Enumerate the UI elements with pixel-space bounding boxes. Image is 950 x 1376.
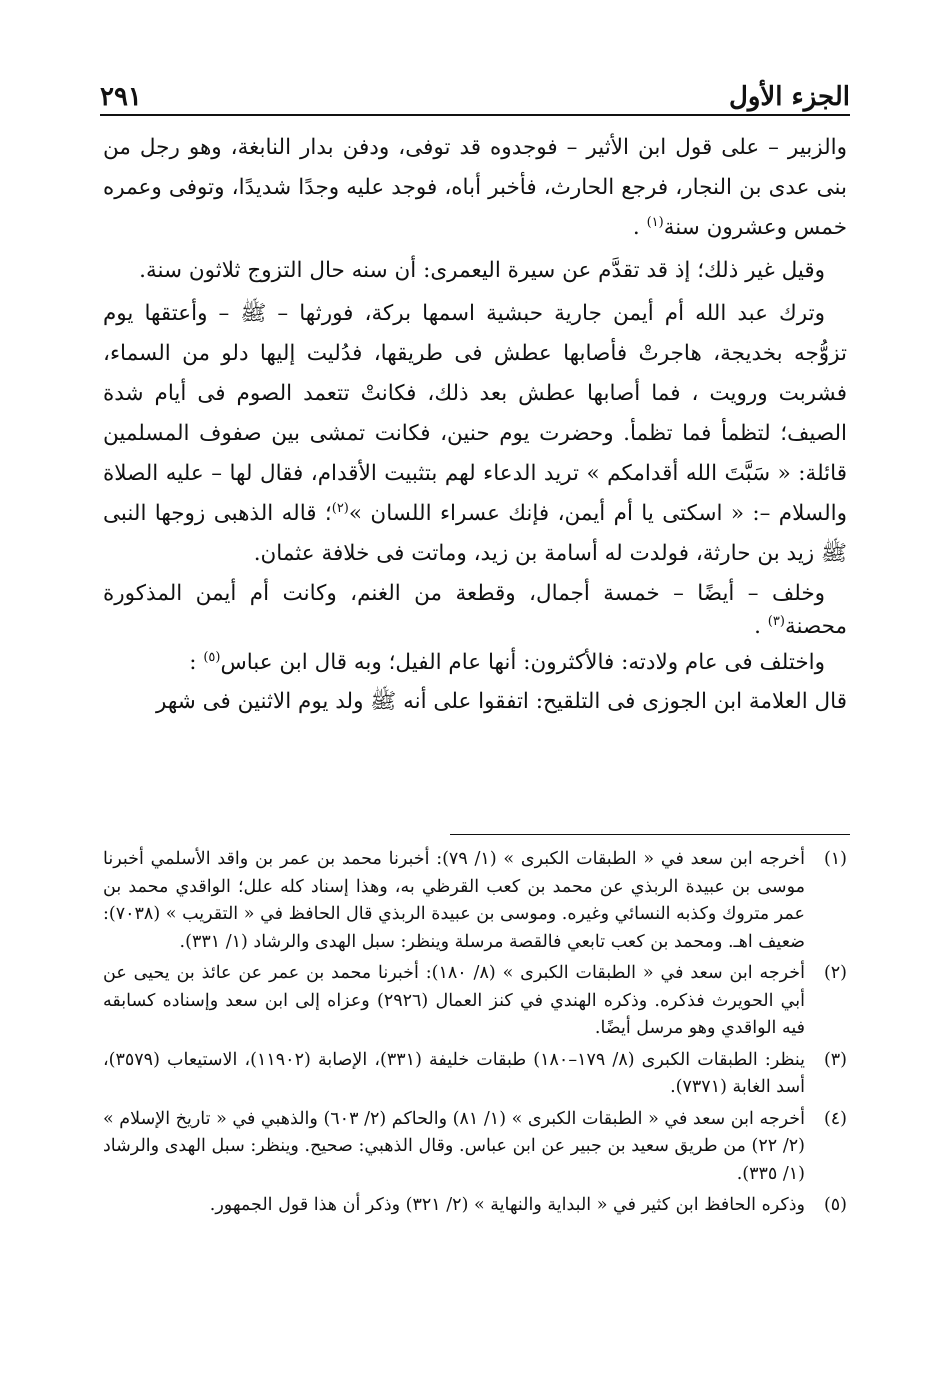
- paragraph-text: قال العلامة ابن الجوزى فى التلقيح: اتفقوا على أنه ﷺ ولد يوم الاثنين فى شهر: [155, 689, 847, 714]
- footnote: [103, 1192, 847, 1220]
- paragraph-tail: .: [754, 614, 768, 639]
- header-rule: [100, 114, 850, 116]
- footnote: [103, 846, 847, 956]
- footnote-text: ينظر: الطبقات الكبرى (٨/ ١٧٩–١٨٠) طبقات خليفة (٣٣١)، الإصابة (١١٩٠٢)، الاستيعاب (٣٥٧٩)، أسد الغابة (٧٣٧١).: [103, 1049, 805, 1097]
- main-text: [103, 128, 847, 722]
- footnote-number: (١): [823, 849, 847, 869]
- footnote-text: وذكره الحافظ ابن كثير في « البداية والنهاية » (٢/ ٣٢١) وذكر أن هذا قول الجمهور.: [209, 1195, 805, 1215]
- paragraph: [103, 294, 847, 574]
- footnote-number: (٣): [823, 1049, 847, 1070]
- footnote-number: (٥): [823, 1195, 847, 1215]
- footnote-ref: (٥): [203, 649, 221, 665]
- footnote: [103, 1106, 847, 1189]
- paragraph: [103, 577, 847, 643]
- running-title: الجزء الأول: [728, 82, 850, 112]
- footnote-separator: [450, 834, 850, 835]
- footnote-number: (٢): [823, 963, 847, 983]
- footnotes: [103, 846, 847, 1224]
- paragraph: [103, 128, 847, 248]
- page-header: [100, 62, 850, 112]
- paragraph: [103, 251, 847, 291]
- paragraph-text: وخلف – أيضًا – خمسة أجمال، وقطعة من الغنم، وكانت أم أيمن المذكورة محصنة: [103, 581, 847, 639]
- paragraph-tail: .: [632, 215, 647, 240]
- footnote: [103, 960, 847, 1043]
- footnote-ref: (٣): [767, 613, 785, 629]
- footnote-text: أخرجه ابن سعد في « الطبقات الكبرى » (١/ ٧٩): أخبرنا محمد بن عمر بن واقد الأسلمي أخبرنا موسى بن عبيدة الربذي عن محمد بن كعب القرظي به، وهذا إسناد كله علل؛ الواقدي محمد بن عمر متروك وكذبه النسائي وغيره. وموسى بن عبيدة الربذي قال الحافظ في « التقريب » (٧٠٣٨): ضعيف اهـ. ومحمد بن كعب تابعي فالقصة مرسلة وينظر: سبل الهدى والرشاد (١/ ٣٣١).: [103, 849, 805, 952]
- page-number: ٢٩١: [100, 82, 142, 112]
- footnote-ref: (١): [646, 214, 664, 230]
- paragraph: [103, 646, 847, 679]
- paragraph-text: وترك عبد الله أم أيمن جارية حبشية اسمها بركة، فورثها – ﷺ – وأعتقها يوم تزوُّجه بخديجة، هاجرتْ فأصابها عطش فى طريقها، فدُليت إليها دلو من السماء، فشربت ورويت ، فما أصابها عطش بعد ذلك، فكانتْ تتعمد الصوم فى أيام شدة الصيف؛ لتظمأ فما تظمأ. وحضرت يوم حنين، فكانت تمشى بين صفوف المسلمين قائلة: « سَبَّتَ الله أقدامكم » تريد الدعاء لهم بتثبيت الأقدام، فقال لها – عليه الصلاة والسلام –: « اسكتى يا أم أيمن، فإنك عسراء اللسان »: [103, 301, 847, 526]
- paragraph: [103, 682, 847, 722]
- paragraph-text: واختلف فى عام ولادته: فالأكثرون: أنها عام الفيل؛ وبه قال ابن عباس: [220, 650, 825, 675]
- paragraph-text: وقيل غير ذلك؛ إذ قد تقدَّم عن سيرة اليعمرى: أن سنه حال التزوج ثلاثون سنة.: [139, 258, 825, 283]
- paragraph-tail: :: [189, 650, 204, 675]
- paragraph-tail: ؛ قاله الذهبى زوجها النبى ﷺ زيد بن حارثة، فولدت له أسامة بن زيد، وماتت فى خلافة عثمان.: [103, 501, 847, 566]
- footnote: [103, 1047, 847, 1102]
- footnote-text: أخرجه ابن سعد في « الطبقات الكبرى » (٨/ ١٨٠): أخبرنا محمد بن عمر عن عائذ بن يحيى عن أبي الحويرث فذكره. وذكره الهندي في كنز العمال (٢٩٢٦) وعزاه إلى ابن سعد وإسناده كسابقه فيه الواقدي وهو مرسل أيضًا.: [103, 963, 806, 1038]
- paragraph-text: والزبير – على قول ابن الأثير – فوجدوه قد توفى، ودفن بدار النابغة، وهو رجل من بنى عدى بن النجار، فرجع الحارث، فأخبر أباه، فوجد عليه وجدًا شديدًا، وتوفى وعمره خمس وعشرون سنة: [103, 135, 847, 240]
- footnote-ref: (٢): [331, 500, 349, 516]
- footnote-text: أخرجه ابن سعد في « الطبقات الكبرى » (١/ ٨١) والحاكم (٢/ ٦٠٣) والذهبي في « تاريخ الإسلام » (٢/ ٢٢) من طريق سعيد بن جبير عن ابن عباس. وقال الذهبي: صحيح. وينظر: سبل الهدى والرشاد (١/ ٣٣٥).: [103, 1108, 805, 1184]
- footnote-number: (٤): [823, 1108, 847, 1129]
